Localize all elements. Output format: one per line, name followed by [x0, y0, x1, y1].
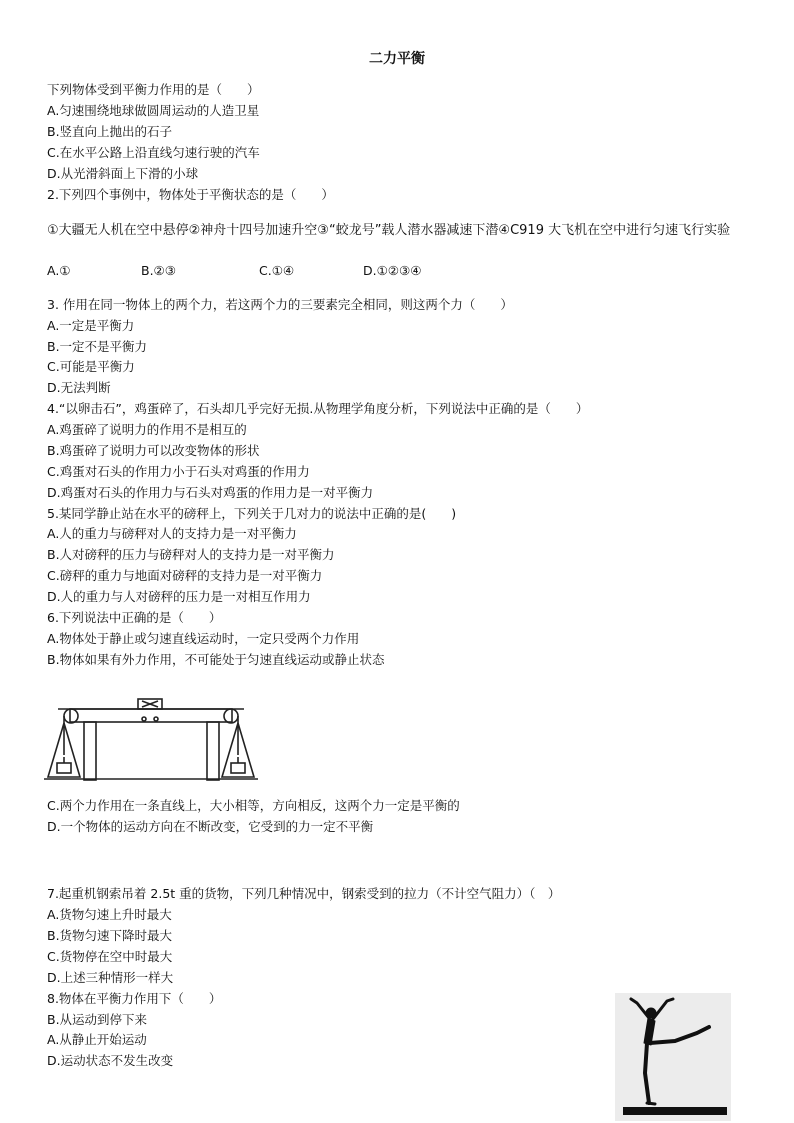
- q8-option-d: D.运动状态不发生改变: [47, 1053, 174, 1068]
- q6-option-a: A.物体处于静止或匀速直线运动时，一定只受两个力作用: [47, 631, 360, 646]
- q3-option-d: D.无法判断: [47, 380, 111, 395]
- q2-stem: 2.下列四个事例中，物体处于平衡状态的是（ ）: [47, 187, 334, 202]
- q6-stem: 6.下列说法中正确的是（ ）: [47, 610, 222, 625]
- q2-option-b: B.②③: [141, 263, 176, 278]
- q5-option-c: C.磅秤的重力与地面对磅秤的支持力是一对平衡力: [47, 568, 323, 583]
- q7-option-c: C.货物停在空中时最大: [47, 949, 173, 964]
- q1-stem: 下列物体受到平衡力作用的是（ ）: [47, 82, 260, 97]
- q8-option-b: B.从运动到停下来: [47, 1012, 148, 1027]
- q2-description: ①大疆无人机在空中悬停②神舟十四号加速升空③“蛟龙号”载人潜水器减速下潜④C919 大飞机在空中进行匀速飞行实验: [47, 223, 731, 238]
- q4-option-d: D.鸡蛋对石头的作用力与石头对鸡蛋的作用力是一对平衡力: [47, 485, 374, 500]
- q6-option-d: D.一个物体的运动方向在不断改变，它受到的力一定不平衡: [47, 819, 374, 834]
- q4-option-c: C.鸡蛋对石头的作用力小于石头对鸡蛋的作用力: [47, 464, 310, 479]
- q6-option-c: C.两个力作用在一条直线上，大小相等，方向相反，这两个力一定是平衡的: [47, 798, 460, 813]
- gymnast-balance-beam-image: [615, 993, 731, 1121]
- q7-option-a: A.货物匀速上升时最大: [47, 907, 172, 922]
- pulley-table-diagram: [44, 695, 258, 785]
- q1-option-c: C.在水平公路上沿直线匀速行驶的汽车: [47, 145, 260, 160]
- q1-option-b: B.竖直向上抛出的石子: [47, 124, 173, 139]
- q2-option-d: D.①②③④: [363, 263, 422, 278]
- q4-stem: 4.“以卵击石”，鸡蛋碎了，石头却几乎完好无损.从物理学角度分析，下列说法中正确的是（ ）: [47, 401, 589, 416]
- q3-option-a: A.一定是平衡力: [47, 318, 135, 333]
- q5-option-b: B.人对磅秤的压力与磅秤对人的支持力是一对平衡力: [47, 547, 335, 562]
- q2-option-c: C.①④: [259, 263, 295, 278]
- q4-option-b: B.鸡蛋碎了说明力可以改变物体的形状: [47, 443, 260, 458]
- q7-option-d: D.上述三种情形一样大: [47, 970, 174, 985]
- page-title: 二力平衡: [369, 51, 425, 67]
- q3-stem: 3. 作用在同一物体上的两个力，若这两个力的三要素完全相同，则这两个力（ ）: [47, 297, 513, 312]
- q6-option-b: B.物体如果有外力作用，不可能处于匀速直线运动或静止状态: [47, 652, 385, 667]
- q5-option-d: D.人的重力与人对磅秤的压力是一对相互作用力: [47, 589, 311, 604]
- q3-option-c: C.可能是平衡力: [47, 359, 135, 374]
- q7-stem: 7.起重机钢索吊着 2.5t 重的货物，下列几种情况中，钢索受到的拉力（不计空气阻力）（ ）: [47, 886, 561, 901]
- q1-option-d: D.从光滑斜面上下滑的小球: [47, 166, 199, 181]
- q5-stem: 5.某同学静止站在水平的磅秤上，下列关于几对力的说法中正确的是( ): [47, 506, 457, 521]
- q4-option-a: A.鸡蛋碎了说明力的作用不是相互的: [47, 422, 247, 437]
- q8-option-a: A.从静止开始运动: [47, 1032, 147, 1047]
- q1-option-a: A.匀速围绕地球做圆周运动的人造卫星: [47, 103, 260, 118]
- q8-stem: 8.物体在平衡力作用下（ ）: [47, 991, 222, 1006]
- q7-option-b: B.货物匀速下降时最大: [47, 928, 173, 943]
- q2-option-a: A.①: [47, 263, 71, 278]
- q3-option-b: B.一定不是平衡力: [47, 339, 148, 354]
- q5-option-a: A.人的重力与磅秤对人的支持力是一对平衡力: [47, 526, 297, 541]
